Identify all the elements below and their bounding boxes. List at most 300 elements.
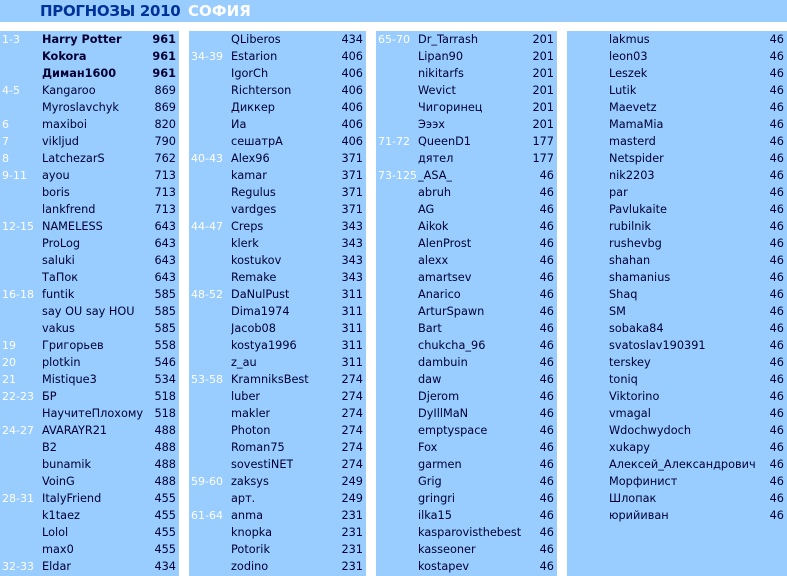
player-name: Kokora	[42, 50, 87, 63]
rank-label: 16-18	[2, 288, 34, 301]
player-name: nik2203	[609, 169, 655, 182]
player-name: kostapev	[418, 560, 470, 573]
player-score: 371	[341, 203, 363, 216]
player-score: 406	[341, 135, 363, 148]
player-score: 434	[154, 560, 176, 573]
rank-label: 24-27	[2, 424, 34, 437]
standings-row	[0, 82, 179, 99]
player-name: Anarico	[418, 288, 461, 301]
standings-row	[376, 235, 557, 252]
player-name: Lolol	[42, 526, 69, 539]
standings-row	[376, 558, 557, 575]
rank-label: 1-3	[2, 33, 20, 46]
standings-row	[376, 422, 557, 439]
player-score: 585	[154, 322, 176, 335]
standings-row	[0, 286, 179, 303]
player-score: 869	[154, 84, 176, 97]
standings-row	[376, 490, 557, 507]
standings-row	[0, 371, 179, 388]
standings-row	[567, 252, 787, 269]
rank-label: 20	[2, 356, 16, 369]
standings-row	[189, 252, 366, 269]
standings-row	[0, 456, 179, 473]
player-score: 46	[539, 441, 554, 454]
player-name: leon03	[609, 50, 648, 63]
player-name: chukcha_96	[418, 339, 486, 352]
standings-row	[0, 541, 179, 558]
player-name: lakmus	[609, 33, 650, 46]
standings-row	[0, 320, 179, 337]
standings-row	[376, 371, 557, 388]
player-name: Harry Potter	[42, 33, 122, 46]
player-name: emptyspace	[418, 424, 488, 437]
player-name: Viktorino	[609, 390, 660, 403]
player-score: 46	[539, 526, 554, 539]
player-score: 46	[769, 67, 784, 80]
player-name: kostya1996	[231, 339, 297, 352]
player-name: сешатрА	[231, 135, 283, 148]
player-score: 177	[532, 135, 554, 148]
player-score: 46	[539, 322, 554, 335]
player-name: Lutik	[609, 84, 637, 97]
player-name: garmen	[418, 458, 462, 471]
player-score: 406	[341, 84, 363, 97]
standings-row	[189, 490, 366, 507]
player-score: 46	[539, 305, 554, 318]
player-name: AlenProst	[418, 237, 472, 250]
player-name: saluki	[42, 254, 75, 267]
player-name: Alex96	[231, 152, 270, 165]
standings-row	[189, 524, 366, 541]
player-name: dambuin	[418, 356, 468, 369]
player-name: Jacob08	[231, 322, 276, 335]
standings-row	[567, 473, 787, 490]
player-name: Алексей_Александрович	[609, 458, 756, 471]
player-score: 46	[539, 203, 554, 216]
player-score: 46	[539, 424, 554, 437]
player-name: vikljud	[42, 135, 79, 148]
player-name: shamanius	[609, 271, 671, 284]
player-score: 201	[532, 84, 554, 97]
standings-row	[567, 422, 787, 439]
standings-row	[189, 48, 366, 65]
player-name: Remake	[231, 271, 277, 284]
player-score: 231	[341, 560, 363, 573]
standings-row	[567, 31, 787, 48]
player-name: Fox	[418, 441, 438, 454]
rank-label: 65-70	[378, 33, 410, 46]
player-name: anma	[231, 509, 264, 522]
standings-row	[376, 524, 557, 541]
standings-row	[376, 65, 557, 82]
player-score: 311	[341, 339, 363, 352]
standings-row	[567, 184, 787, 201]
player-name: klerk	[231, 237, 259, 250]
player-score: 46	[769, 237, 784, 250]
standings-row	[0, 524, 179, 541]
player-score: 46	[539, 492, 554, 505]
player-name: арт.	[231, 492, 256, 505]
player-name: Creps	[231, 220, 264, 233]
standings-row	[567, 82, 787, 99]
player-name: дятел	[418, 152, 454, 165]
player-name: Wevict	[418, 84, 456, 97]
standings-row	[567, 439, 787, 456]
player-name: AG	[418, 203, 435, 216]
standings-row	[567, 507, 787, 524]
player-name: VoinG	[42, 475, 75, 488]
player-score: 311	[341, 288, 363, 301]
standings-row	[0, 184, 179, 201]
standings-row	[189, 150, 366, 167]
player-score: 643	[154, 271, 176, 284]
player-score: 455	[154, 509, 176, 522]
standings-row	[376, 439, 557, 456]
player-name: MamaMia	[609, 118, 664, 131]
player-name: Wdochwydoch	[609, 424, 692, 437]
player-score: 46	[769, 169, 784, 182]
player-name: Dima1974	[231, 305, 290, 318]
standings-row	[567, 303, 787, 320]
player-name: KramniksBest	[231, 373, 309, 386]
player-score: 643	[154, 254, 176, 267]
standings-row	[0, 65, 179, 82]
standings-row	[0, 303, 179, 320]
player-name: funtik	[42, 288, 75, 301]
player-score: 274	[341, 424, 363, 437]
player-name: sovestiNET	[231, 458, 294, 471]
player-name: Dr_Tarrash	[418, 33, 479, 46]
standings-row	[376, 31, 557, 48]
standings-row	[376, 82, 557, 99]
player-name: zaksys	[231, 475, 269, 488]
player-score: 455	[154, 492, 176, 505]
player-score: 343	[341, 220, 363, 233]
player-name: nikitarfs	[418, 67, 464, 80]
player-score: 713	[154, 186, 176, 199]
player-score: 371	[341, 186, 363, 199]
player-name: alexx	[418, 254, 449, 267]
rank-label: 8	[2, 152, 9, 165]
standings-row	[376, 201, 557, 218]
player-name: gringri	[418, 492, 456, 505]
player-name: Bart	[418, 322, 442, 335]
player-score: 46	[769, 305, 784, 318]
player-score: 46	[539, 186, 554, 199]
player-score: 177	[532, 152, 554, 165]
player-name: ProLog	[42, 237, 81, 250]
standings-row	[189, 99, 366, 116]
player-name: terskey	[609, 356, 651, 369]
player-score: 455	[154, 543, 176, 556]
player-name: maxiboi	[42, 118, 87, 131]
standings-row	[189, 133, 366, 150]
player-score: 46	[769, 475, 784, 488]
standings-row	[0, 337, 179, 354]
player-score: 231	[341, 526, 363, 539]
standings-row	[0, 252, 179, 269]
standings-row	[189, 31, 366, 48]
standings-row	[376, 99, 557, 116]
player-score: 201	[532, 118, 554, 131]
player-name: vakus	[42, 322, 75, 335]
standings-row	[567, 201, 787, 218]
player-score: 201	[532, 33, 554, 46]
player-name: max0	[42, 543, 74, 556]
rank-label: 61-64	[191, 509, 223, 522]
player-score: 201	[532, 67, 554, 80]
rank-label: 4-5	[2, 84, 20, 97]
standings-row	[567, 99, 787, 116]
player-name: AVARAYR21	[42, 424, 108, 437]
player-score: 46	[769, 390, 784, 403]
player-name: ilka15	[418, 509, 452, 522]
player-score: 46	[769, 339, 784, 352]
player-name: Roman75	[231, 441, 285, 454]
standings-row	[189, 354, 366, 371]
player-score: 249	[341, 492, 363, 505]
standings-row	[0, 405, 179, 422]
player-name: Диккер	[231, 101, 275, 114]
player-score: 46	[769, 33, 784, 46]
player-name: Regulus	[231, 186, 276, 199]
player-score: 546	[154, 356, 176, 369]
standings-row	[189, 320, 366, 337]
player-score: 488	[154, 441, 176, 454]
rank-label: 44-47	[191, 220, 223, 233]
player-score: 713	[154, 203, 176, 216]
standings-row	[189, 235, 366, 252]
standings-row	[567, 167, 787, 184]
standings-row	[0, 201, 179, 218]
standings-column-3	[376, 31, 557, 576]
player-score: 46	[539, 254, 554, 267]
standings-row	[376, 167, 557, 184]
standings-row	[376, 269, 557, 286]
rank-label: 59-60	[191, 475, 223, 488]
standings-row	[0, 150, 179, 167]
player-score: 820	[154, 118, 176, 131]
standings-row	[0, 116, 179, 133]
player-name: Иа	[231, 118, 247, 131]
standings-row	[567, 235, 787, 252]
player-name: Lipan90	[418, 50, 464, 63]
player-score: 869	[154, 101, 176, 114]
player-name: knopka	[231, 526, 273, 539]
standings-row	[567, 65, 787, 82]
player-name: Netspider	[609, 152, 664, 165]
standings-row	[189, 201, 366, 218]
standings-row	[567, 354, 787, 371]
rank-label: 19	[2, 339, 16, 352]
rank-label: 7	[2, 135, 9, 148]
player-name: ТаПок	[42, 271, 79, 284]
rank-label: 40-43	[191, 152, 223, 165]
header-bar	[0, 0, 787, 22]
standings-row	[0, 507, 179, 524]
player-score: 46	[769, 356, 784, 369]
player-name: Kangaroo	[42, 84, 96, 97]
player-name: z_au	[231, 356, 257, 369]
player-name: toniq	[609, 373, 638, 386]
player-score: 46	[539, 288, 554, 301]
rank-label: 6	[2, 118, 9, 131]
player-name: lankfrend	[42, 203, 96, 216]
player-score: 46	[539, 271, 554, 284]
standings-row	[0, 422, 179, 439]
standings-row	[567, 371, 787, 388]
player-score: 46	[769, 254, 784, 267]
player-score: 46	[539, 509, 554, 522]
rank-label: 32-33	[2, 560, 34, 573]
standings-row	[189, 422, 366, 439]
player-score: 434	[341, 33, 363, 46]
player-score: 518	[154, 390, 176, 403]
player-name: Eldar	[42, 560, 72, 573]
player-name: Richterson	[231, 84, 292, 97]
standings-row	[189, 541, 366, 558]
standings-row	[376, 116, 557, 133]
player-score: 46	[769, 50, 784, 63]
player-name: LatchezarS	[42, 152, 105, 165]
player-name: k1taez	[42, 509, 80, 522]
player-name: Shaq	[609, 288, 638, 301]
player-score: 311	[341, 356, 363, 369]
standings-row	[567, 388, 787, 405]
standings-row	[376, 303, 557, 320]
player-score: 762	[154, 152, 176, 165]
player-name: Potorik	[231, 543, 270, 556]
standings-row	[567, 286, 787, 303]
standings-row	[189, 184, 366, 201]
player-name: QLiberos	[231, 33, 281, 46]
standings-row	[189, 558, 366, 575]
standings-row	[376, 388, 557, 405]
standings-row	[189, 337, 366, 354]
standings-column-4	[567, 31, 787, 576]
player-score: 488	[154, 424, 176, 437]
standings-row	[0, 31, 179, 48]
player-name: Estarion	[231, 50, 278, 63]
standings-row	[376, 48, 557, 65]
standings-row	[189, 167, 366, 184]
standings-row	[376, 150, 557, 167]
standings-row	[0, 269, 179, 286]
rank-label: 21	[2, 373, 16, 386]
player-score: 343	[341, 271, 363, 284]
player-score: 46	[539, 458, 554, 471]
player-name: Диман1600	[42, 67, 117, 80]
player-name: DaNulPust	[231, 288, 290, 301]
page-title: ПРОГНОЗЫ 2010	[40, 2, 181, 20]
player-score: 406	[341, 101, 363, 114]
standings-row	[567, 48, 787, 65]
player-score: 371	[341, 152, 363, 165]
standings-row	[0, 490, 179, 507]
player-name: ItalyFriend	[42, 492, 102, 505]
player-score: 46	[539, 390, 554, 403]
player-score: 231	[341, 543, 363, 556]
player-name: vmagal	[609, 407, 651, 420]
player-name: shahan	[609, 254, 651, 267]
standings-row	[0, 218, 179, 235]
player-name: Эээх	[418, 118, 445, 131]
standings-row	[189, 473, 366, 490]
player-name: Djerom	[418, 390, 460, 403]
player-name: plotkin	[42, 356, 81, 369]
standings-row	[189, 65, 366, 82]
player-score: 406	[341, 118, 363, 131]
player-name: rushevbg	[609, 237, 662, 250]
player-name: say OU say HOU	[42, 305, 135, 318]
rank-label: 53-58	[191, 373, 223, 386]
player-score: 518	[154, 407, 176, 420]
player-score: 961	[152, 50, 176, 63]
standings-row	[0, 133, 179, 150]
player-score: 46	[769, 118, 784, 131]
player-score: 46	[539, 339, 554, 352]
player-name: NAMELESS	[42, 220, 103, 233]
player-score: 46	[539, 373, 554, 386]
player-score: 231	[341, 509, 363, 522]
player-score: 46	[769, 135, 784, 148]
player-name: QueenD1	[418, 135, 471, 148]
player-score: 46	[539, 543, 554, 556]
standings-row	[0, 439, 179, 456]
standings-row	[189, 388, 366, 405]
standings-row	[189, 507, 366, 524]
player-score: 46	[769, 458, 784, 471]
player-score: 46	[769, 288, 784, 301]
rank-label: 22-23	[2, 390, 34, 403]
standings-row	[567, 490, 787, 507]
standings-row	[0, 558, 179, 575]
standings-row	[376, 133, 557, 150]
player-score: 46	[539, 560, 554, 573]
player-name: Морфинист	[609, 475, 678, 488]
standings-row	[376, 541, 557, 558]
player-name: rubilnik	[609, 220, 652, 233]
player-score: 46	[769, 407, 784, 420]
player-score: 274	[341, 390, 363, 403]
standings-row	[189, 456, 366, 473]
standings-row	[0, 388, 179, 405]
standings-column-1	[0, 31, 179, 576]
standings-row	[189, 303, 366, 320]
player-name: vardges	[231, 203, 277, 216]
standings-row	[376, 184, 557, 201]
standings-row	[0, 354, 179, 371]
standings-row	[189, 371, 366, 388]
player-name: masterd	[609, 135, 656, 148]
player-score: 46	[769, 424, 784, 437]
rank-label: 71-72	[378, 135, 410, 148]
player-name: Myroslavchyk	[42, 101, 119, 114]
standings-row	[567, 405, 787, 422]
standings-row	[376, 320, 557, 337]
player-name: makler	[231, 407, 271, 420]
player-score: 249	[341, 475, 363, 488]
rank-label: 12-15	[2, 220, 34, 233]
player-name: НаучитеПлохому	[42, 407, 144, 420]
player-name: Mistique3	[42, 373, 97, 386]
player-score: 46	[769, 152, 784, 165]
player-score: 790	[154, 135, 176, 148]
player-name: БР	[42, 390, 57, 403]
standings-row	[376, 507, 557, 524]
standings-row	[376, 456, 557, 473]
standings-row	[567, 320, 787, 337]
